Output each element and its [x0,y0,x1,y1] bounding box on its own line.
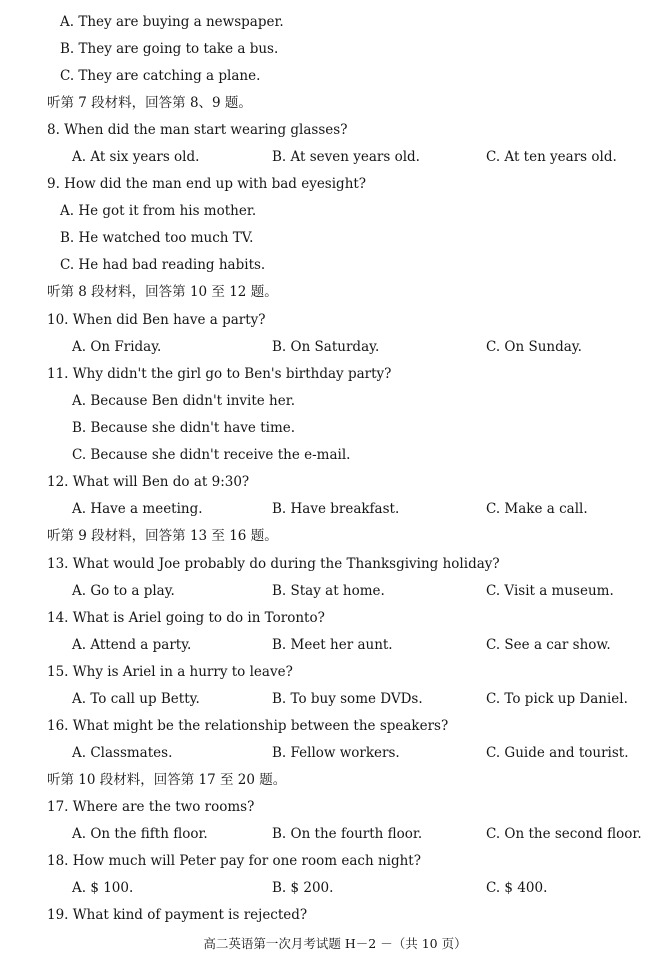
option-line [0,388,670,415]
q13-option-a: A. Go to a play. [72,583,175,599]
q13-option-c: C. Visit a museum. [486,583,614,599]
options-row [0,875,670,902]
question-9: 9. How did the man end up with bad eyesight? [47,176,367,192]
question-line [0,551,670,578]
section-8-instruction: 听第 8 段材料，回答第 10 至 12 题。 [47,284,278,300]
section-heading [0,90,670,117]
options-row [0,821,670,848]
q8-option-a: A. At six years old. [72,149,200,165]
option-c: C. They are catching a plane. [60,68,261,84]
q16-option-c: C. Guide and tourist. [486,745,629,761]
q11-option-b: B. Because she didn't have time. [72,420,296,436]
question-15: 15. Why is Ariel in a hurry to leave? [47,664,293,680]
q17-option-a: A. On the fifth floor. [72,826,208,842]
q15-option-c: C. To pick up Daniel. [486,691,628,707]
options-row [0,496,670,523]
option-line [0,415,670,442]
option-line [0,252,670,279]
options-row [0,686,670,713]
q10-option-b: B. On Saturday. [272,339,380,355]
options-row [0,334,670,361]
question-16: 16. What might be the relationship between the speakers? [47,718,449,734]
options-row [0,632,670,659]
option-line [0,9,670,36]
q10-option-a: A. On Friday. [72,339,162,355]
question-19: 19. What kind of payment is rejected? [47,907,308,923]
question-line [0,117,670,144]
section-heading [0,767,670,794]
q10-option-c: C. On Sunday. [486,339,582,355]
section-heading [0,279,670,306]
q8-option-b: B. At seven years old. [272,149,420,165]
q12-option-a: A. Have a meeting. [72,501,203,517]
question-line [0,605,670,632]
question-10: 10. When did Ben have a party? [47,312,266,328]
q8-option-c: C. At ten years old. [486,149,617,165]
options-row [0,740,670,767]
question-17: 17. Where are the two rooms? [47,799,255,815]
options-row [0,144,670,171]
option-a: A. They are buying a newspaper. [60,14,284,30]
question-18: 18. How much will Peter pay for one room each night? [47,853,421,869]
question-13: 13. What would Joe probably do during the Thanksgiving holiday? [47,556,500,572]
q9-option-c: C. He had bad reading habits. [60,257,266,273]
option-b: B. They are going to take a bus. [60,41,279,57]
q15-option-b: B. To buy some DVDs. [272,691,423,707]
q9-option-a: A. He got it from his mother. [60,203,257,219]
options-row [0,578,670,605]
option-line [0,225,670,252]
question-line [0,794,670,821]
section-9-instruction: 听第 9 段材料，回答第 13 至 16 题。 [47,528,278,544]
question-14: 14. What is Ariel going to do in Toronto? [47,610,325,626]
q15-option-a: A. To call up Betty. [72,691,200,707]
question-12: 12. What will Ben do at 9:30? [47,474,250,490]
q12-option-c: C. Make a call. [486,501,588,517]
section-heading [0,523,670,550]
question-line [0,659,670,686]
section-10-instruction: 听第 10 段材料，回答第 17 至 20 题。 [47,772,287,788]
page-footer: 高二英语第一次月考试题 H－2 －（共 10 页） [203,936,467,951]
q9-option-b: B. He watched too much TV. [60,230,254,246]
q14-option-a: A. Attend a party. [72,637,192,653]
q16-option-b: B. Fellow workers. [272,745,400,761]
q14-option-c: C. See a car show. [486,637,611,653]
q14-option-b: B. Meet her aunt. [272,637,393,653]
q13-option-b: B. Stay at home. [272,583,385,599]
question-line [0,713,670,740]
q11-option-a: A. Because Ben didn't invite her. [72,393,295,409]
q18-option-c: C. $ 400. [486,880,548,896]
question-line [0,361,670,388]
question-line [0,848,670,875]
section-7-instruction: 听第 7 段材料，回答第 8、9 题。 [47,95,252,111]
question-8: 8. When did the man start wearing glasses? [47,122,348,138]
q17-option-c: C. On the second floor. [486,826,642,842]
question-11: 11. Why didn't the girl go to Ben's birthday party? [47,366,392,382]
question-line [0,902,670,929]
q18-option-a: A. $ 100. [72,880,134,896]
question-line [0,469,670,496]
q17-option-b: B. On the fourth floor. [272,826,423,842]
question-line [0,171,670,198]
option-line [0,198,670,225]
option-line [0,63,670,90]
q11-option-c: C. Because she didn't receive the e-mail. [72,447,351,463]
option-line [0,36,670,63]
option-line [0,442,670,469]
question-line [0,307,670,334]
q12-option-b: B. Have breakfast. [272,501,400,517]
q16-option-a: A. Classmates. [72,745,173,761]
q18-option-b: B. $ 200. [272,880,334,896]
